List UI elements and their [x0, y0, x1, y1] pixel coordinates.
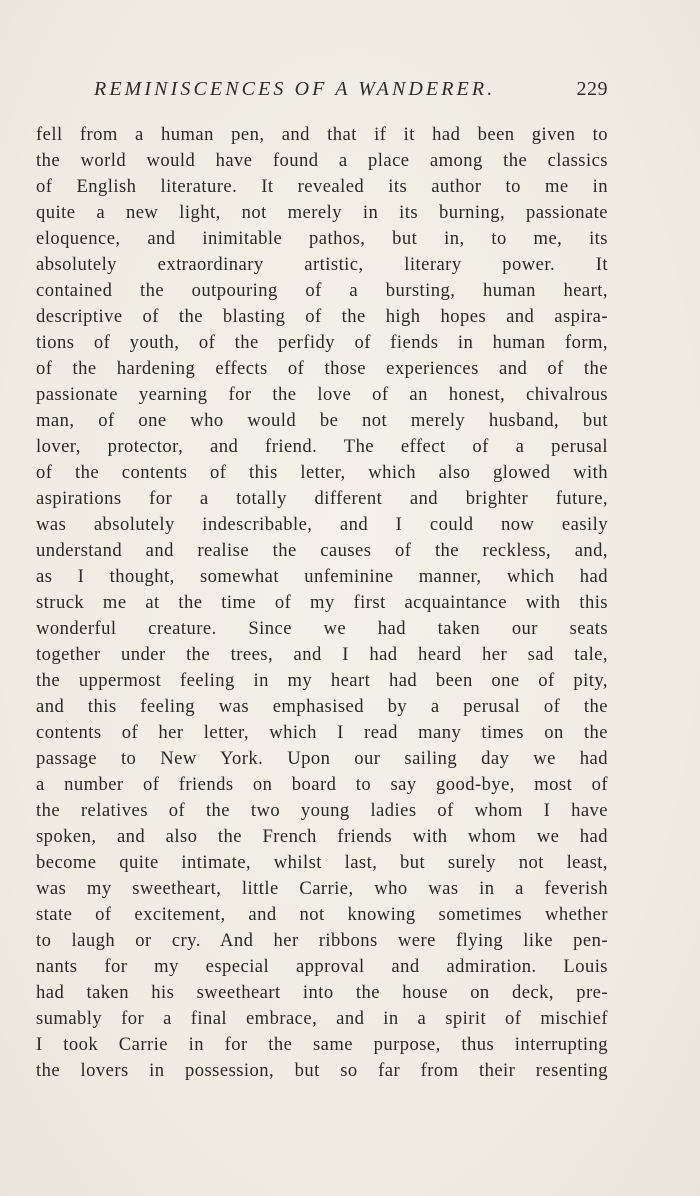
body-text [36, 122, 608, 1084]
text-line: I took Carrie in for the same purpose, thus interrupting [36, 1034, 608, 1055]
text-line: aspirations for a totally different and brighter future, [36, 488, 608, 509]
text-line: tions of youth, of the perfidy of fiends in human form, [36, 332, 608, 353]
text-line: was absolutely indescribable, and I could now easily [36, 514, 608, 535]
text-line: fell from a human pen, and that if it had been given to [36, 124, 608, 145]
text-line: of the contents of this letter, which also glowed with [36, 462, 608, 483]
page-number: 229 [576, 78, 608, 100]
text-line: the world would have found a place among the classics [36, 150, 608, 171]
text-line: sumably for a final embrace, and in a spirit of mischief [36, 1008, 608, 1029]
text-line: man, of one who would be not merely husband, but [36, 410, 608, 431]
text-line: passionate yearning for the love of an honest, chivalrous [36, 384, 608, 405]
text-line: to laugh or cry. And her ribbons were flying like pen- [36, 930, 608, 951]
text-line: and this feeling was emphasised by a perusal of the [36, 696, 608, 717]
text-line: quite a new light, not merely in its burning, passionate [36, 202, 608, 223]
text-line: spoken, and also the French friends with whom we had [36, 826, 608, 847]
text-line: contained the outpouring of a bursting, human heart, [36, 280, 608, 301]
text-line: of the hardening effects of those experiences and of the [36, 358, 608, 379]
text-line: absolutely extraordinary artistic, literary power. It [36, 254, 608, 275]
text-line: a number of friends on board to say good-bye, most of [36, 774, 608, 795]
text-line: wonderful creature. Since we had taken our seats [36, 618, 608, 639]
text-line: as I thought, somewhat unfeminine manner, which had [36, 566, 608, 587]
text-line: become quite intimate, whilst last, but surely not least, [36, 852, 608, 873]
text-line: the lovers in possession, but so far from their resenting [36, 1060, 608, 1081]
text-line: the uppermost feeling in my heart had been one of pity, [36, 670, 608, 691]
text-line: state of excitement, and not knowing sometimes whether [36, 904, 608, 925]
text-line: the relatives of the two young ladies of whom I have [36, 800, 608, 821]
text-line: understand and realise the causes of the reckless, and, [36, 540, 608, 561]
text-line: together under the trees, and I had heard her sad tale, [36, 644, 608, 665]
text-line: passage to New York. Upon our sailing day we had [36, 748, 608, 769]
text-line: descriptive of the blasting of the high hopes and aspira- [36, 306, 608, 327]
text-line: had taken his sweetheart into the house on deck, pre- [36, 982, 608, 1003]
text-line: contents of her letter, which I read many times on the [36, 722, 608, 743]
text-line: of English literature. It revealed its author to me in [36, 176, 608, 197]
text-line: was my sweetheart, little Carrie, who was in a feverish [36, 878, 608, 899]
page-header [36, 78, 608, 106]
text-line: nants for my especial approval and admiration. Louis [36, 956, 608, 977]
text-line: eloquence, and inimitable pathos, but in, to me, its [36, 228, 608, 249]
text-line: lover, protector, and friend. The effect of a perusal [36, 436, 608, 457]
text-line: struck me at the time of my first acquaintance with this [36, 592, 608, 613]
running-title: REMINISCENCES OF A WANDERER. [94, 78, 496, 100]
